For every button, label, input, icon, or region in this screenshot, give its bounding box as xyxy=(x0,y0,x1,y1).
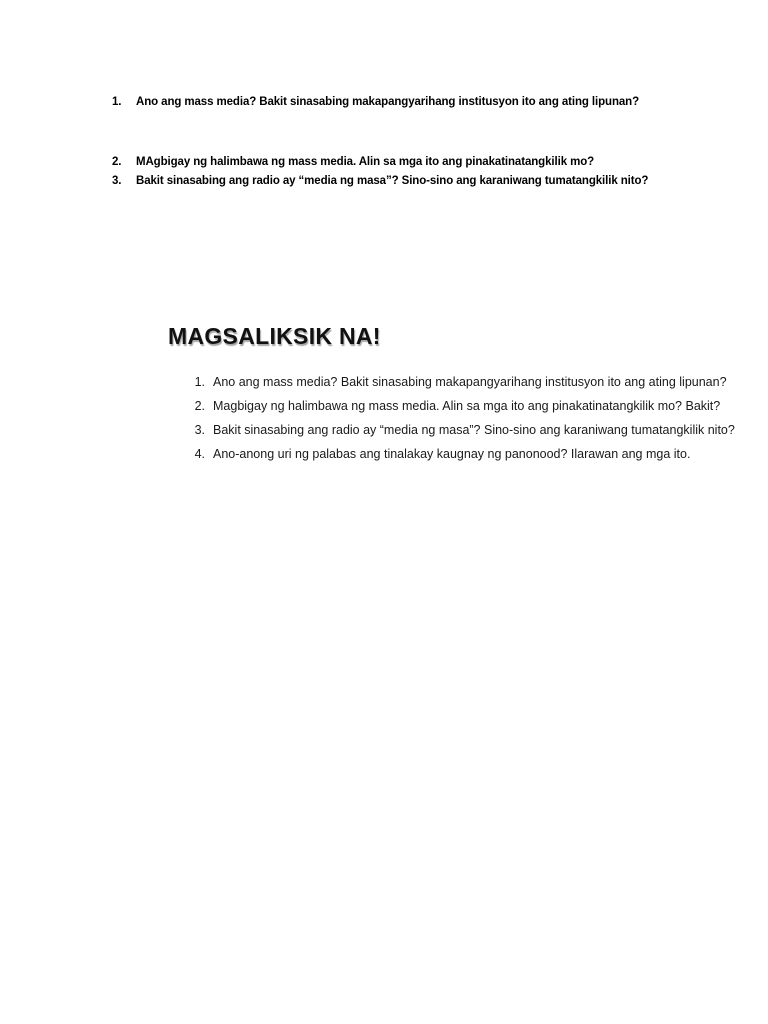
image-question-list xyxy=(168,370,740,466)
image-question-3 xyxy=(168,418,740,442)
question-text: Bakit sinasabing ang radio ay “media ng masa”? Sino-sino ang karaniwang tumatangkilik nito? xyxy=(213,423,735,437)
spacer xyxy=(112,112,732,153)
top-question-3 xyxy=(112,172,732,191)
image-question-2 xyxy=(168,394,740,418)
question-number: 1. xyxy=(194,375,205,389)
question-number: 2. xyxy=(112,156,122,168)
pasted-image-block xyxy=(168,316,740,466)
top-question-2 xyxy=(112,153,732,172)
top-question-1 xyxy=(112,93,732,112)
image-question-4 xyxy=(168,442,740,466)
question-text: Ano ang mass media? Bakit sinasabing makapangyarihang institusyon ito ang ating lipunan? xyxy=(136,96,640,108)
top-question-list xyxy=(112,93,732,191)
question-number: 3. xyxy=(194,423,205,437)
question-number: 3. xyxy=(112,175,122,187)
section-heading: MAGSALIKSIK NA! xyxy=(168,323,381,349)
question-text: Magbigay ng halimbawa ng mass media. Alin sa mga ito ang pinakatinatangkilik mo? Bakit? xyxy=(213,399,721,413)
image-question-1 xyxy=(168,370,740,394)
question-text: MAgbigay ng halimbawa ng mass media. Alin sa mga ito ang pinakatinatangkilik mo? xyxy=(136,156,595,168)
question-text: Ano-anong uri ng palabas ang tinalakay kaugnay ng panonood? Ilarawan ang mga ito. xyxy=(213,447,691,461)
question-text: Bakit sinasabing ang radio ay “media ng masa”? Sino-sino ang karaniwang tumatangkilik nito? xyxy=(136,175,649,187)
question-number: 2. xyxy=(194,399,205,413)
question-number: 1. xyxy=(112,96,122,108)
question-number: 4. xyxy=(194,447,205,461)
question-text: Ano ang mass media? Bakit sinasabing makapangyarihang institusyon ito ang ating lipunan? xyxy=(213,375,727,389)
